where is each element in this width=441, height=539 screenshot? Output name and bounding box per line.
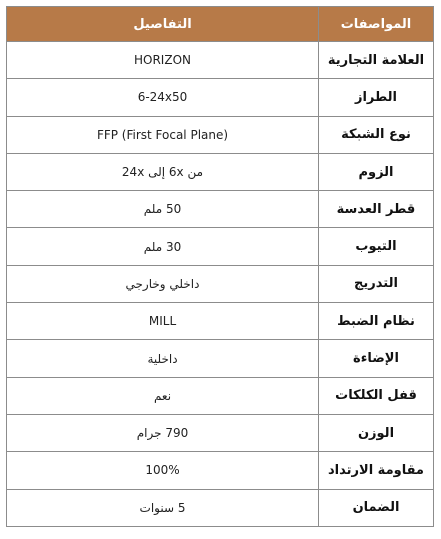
spec-value: داخلي وخارجي [7,265,319,302]
header-row [7,7,434,42]
table-row [7,116,434,153]
spec-value: 790 جرام [7,414,319,451]
table-row [7,191,434,228]
spec-name: قفل الكلكات [319,377,434,414]
spec-value: نعم [7,377,319,414]
spec-name: الطراز [319,79,434,116]
spec-name: نوع الشبكة [319,116,434,153]
spec-name: الضمان [319,489,434,526]
spec-value: 5 سنوات [7,489,319,526]
spec-name: الزوم [319,153,434,190]
header-details: التفاصيل [7,7,319,42]
table-header [7,7,434,42]
spec-value: HORIZON [7,42,319,79]
spec-name: قطر العدسة [319,191,434,228]
spec-name: الوزن [319,414,434,451]
table-row [7,452,434,489]
spec-value: 100% [7,452,319,489]
specifications-table [6,6,434,527]
table-body [7,42,434,527]
spec-name: مقاومة الارتداد [319,452,434,489]
spec-value: 50 ملم [7,191,319,228]
spec-name: العلامة التجارية [319,42,434,79]
spec-name: نظام الضبط [319,303,434,340]
spec-name: التدريج [319,265,434,302]
table-row [7,79,434,116]
table-row [7,42,434,79]
header-specifications: المواصفات [319,7,434,42]
table-row [7,377,434,414]
table-row [7,489,434,526]
table-row [7,414,434,451]
table-row [7,265,434,302]
table-row [7,228,434,265]
table-row [7,303,434,340]
spec-value: FFP (First Focal Plane) [7,116,319,153]
spec-value: داخلية [7,340,319,377]
spec-value: MILL [7,303,319,340]
spec-name: التيوب [319,228,434,265]
table-row [7,153,434,190]
spec-value: من 6x إلى 24x [7,153,319,190]
table-row [7,340,434,377]
spec-name: الإضاءة [319,340,434,377]
spec-value: 6-24x50 [7,79,319,116]
spec-value: 30 ملم [7,228,319,265]
